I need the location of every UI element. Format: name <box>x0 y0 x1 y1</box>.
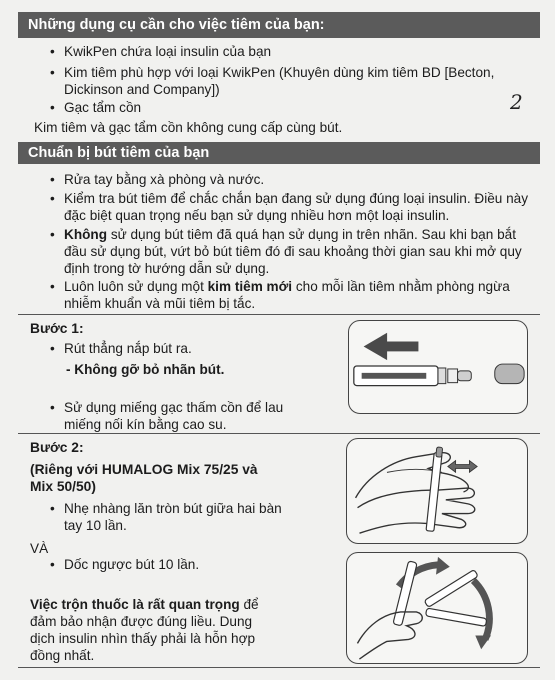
and-word: VÀ <box>30 541 49 556</box>
emphasis: kim tiêm mới <box>207 279 293 294</box>
figure-remove-cap <box>348 320 528 414</box>
list-item: • Rửa tay bằng xà phòng và nước. <box>46 171 526 188</box>
step-2-subtitle: (Riêng với HUMALOG Mix 75/25 và Mix 50/50) <box>30 462 258 494</box>
pen-body <box>495 364 524 384</box>
roll-hands-illustration <box>347 439 527 543</box>
emphasis: Việc trộn thuốc là rất quan trọng <box>30 597 240 612</box>
list-item: • Kim tiêm phù hợp với loại KwikPen (Khuyên dùng kim tiêm BD [Becton, Dickinson and Company]) <box>46 64 508 98</box>
mixing-note <box>30 596 280 664</box>
list-item: • Rút thẳng nắp bút ra. <box>46 340 306 357</box>
list-item-text: Luôn luôn sử dụng một <box>64 279 208 294</box>
list-item: • KwikPen chứa loại insulin của bạn <box>46 43 516 60</box>
divider <box>18 667 540 668</box>
list-item: • Sử dụng miếng gạc thấm cồn để lau miếng nối kín bằng cao su. <box>46 399 286 433</box>
divider <box>18 314 540 315</box>
mixing-note-text: để đảm bảo nhận được đúng liều. Dung dịch insulin nhìn thấy phải là hỗn hợp đồng nhất. <box>30 597 259 663</box>
divider <box>18 433 540 434</box>
list-item: • Dốc ngược bút 10 lần. <box>46 556 286 573</box>
hand-outline <box>357 612 422 659</box>
warning-word: Không <box>64 227 108 242</box>
list-item <box>46 226 536 277</box>
invert-pen-illustration <box>347 553 527 663</box>
handwritten-mark: 2 <box>510 90 523 114</box>
figure-invert-pen <box>346 552 528 664</box>
dash-item: - Không gỡ bỏ nhãn bút. <box>66 362 225 377</box>
list-item: • Kiểm tra bút tiêm để chắc chắn bạn đang sử dụng đúng loại insulin. Điều này đặc biệt quan trọng nếu bạn sử dụng nhiều hơn một loại insulin. <box>46 190 536 224</box>
list-item-text: cho mỗi lần tiêm nhằm phòng ngừa nhiễm khuẩn và mũi tiêm bị tắc. <box>64 279 510 311</box>
double-arrow-icon <box>448 461 477 473</box>
list-item: • Nhẹ nhàng lăn tròn bút giữa hai bàn tay 10 lần. <box>46 500 286 534</box>
figure-roll-pen <box>346 438 528 544</box>
step-1-title: Bước 1: <box>30 321 84 336</box>
arrow-left-icon <box>364 333 419 360</box>
insulin-pen <box>393 561 417 626</box>
pen-cap-illustration <box>349 321 527 413</box>
step-2-title: Bước 2: <box>30 440 84 455</box>
list-item <box>46 278 536 312</box>
supplies-note: Kim tiêm và gạc tẩm cồn không cung cấp cùng bút. <box>34 120 343 135</box>
insulin-pen <box>426 453 442 532</box>
list-item: • Gạc tẩm cồn <box>46 99 506 116</box>
section-heading-supplies: Những dụng cụ cần cho việc tiêm của bạn: <box>18 12 540 38</box>
list-item-text: sử dụng bút tiêm đã quá hạn sử dụng in trên nhãn. Sau khi bạn bắt đầu sử dụng bút, vứt bỏ bút tiêm đó đi sau khoảng thời gian sau khi mở quy định trong tờ hướng dẫn sử dụng. <box>64 227 522 276</box>
section-heading-prepare: Chuẩn bị bút tiêm của bạn <box>18 142 540 164</box>
